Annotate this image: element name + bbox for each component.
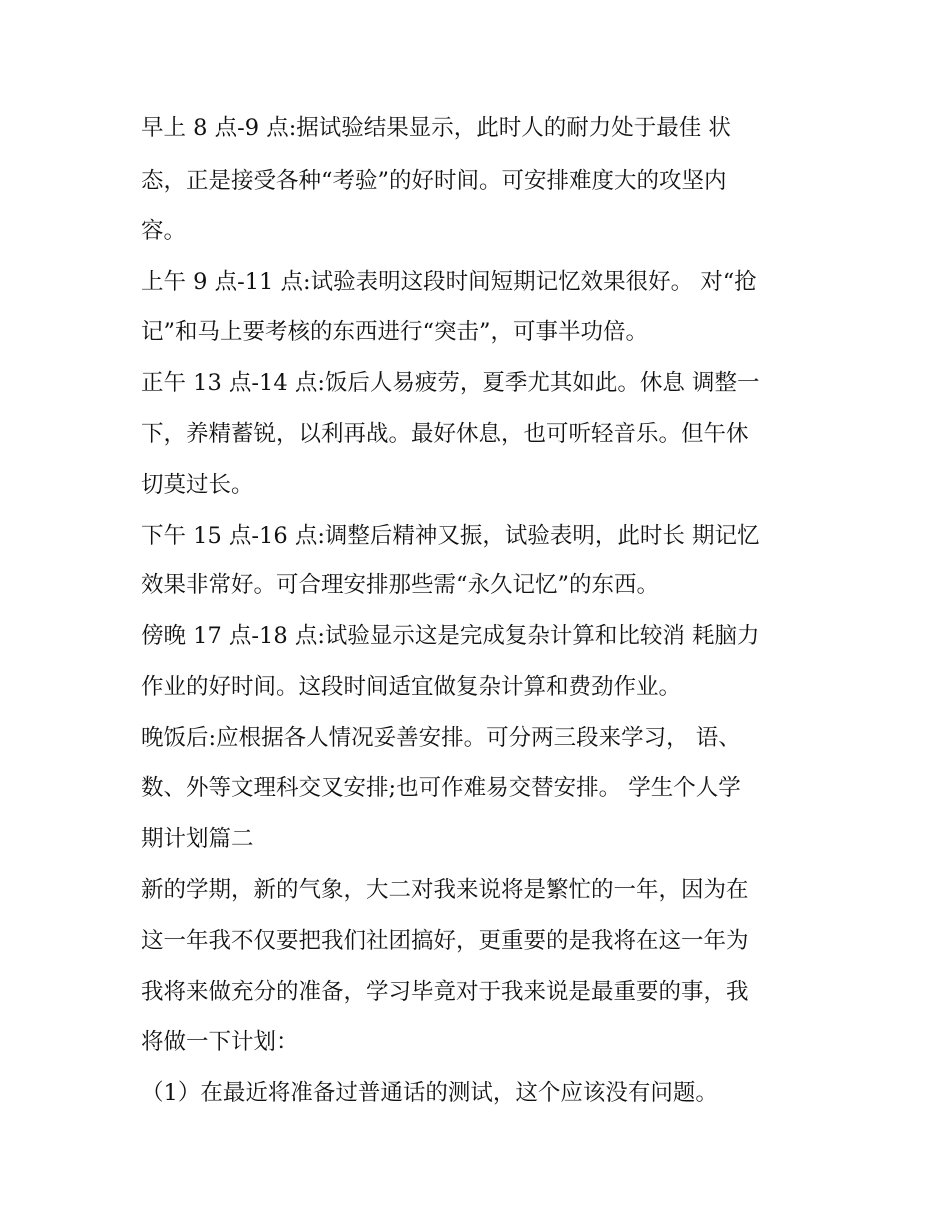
text-line: 记”和马上要考核的东西进行“突击”，可事半功倍。 [141,319,649,345]
text-line: 容。 [141,218,187,244]
text-line: 效果非常好。可合理安排那些需“永久记忆”的东西。 [141,572,660,598]
text-line: 将做一下计划： [141,1029,299,1055]
text-line: 傍晚 17 点-18 点:试验显示这是完成复杂计算和比较消 耗脑力 [141,623,760,649]
text-line: 这一年我不仅要把我们社团搞好，更重要的是我将在这一年为 [141,928,749,954]
text-line: 期计划篇二 [141,826,254,852]
text-line: 晚饭后:应根据各人情况妥善安排。可分两三段来学习， 语、 [141,725,741,751]
text-line: 态，正是接受各种“考验”的好时间。可安排难度大的攻坚内 [141,168,727,194]
text-line: （1）在最近将准备过普通话的测试，这个应该没有问题。 [141,1080,718,1106]
text-line: 切莫过长。 [141,472,254,498]
text-line: 早上 8 点-9 点:据试验结果显示，此时人的耐力处于最佳 状 [141,115,731,141]
text-line: 上午 9 点-11 点:试验表明这段时间短期记忆效果很好。 对“抢 [141,269,757,295]
text-line: 正午 13 点-14 点:饭后人易疲劳，夏季尤其如此。休息 调整一 [141,370,760,396]
text-line: 下午 15 点-16 点:调整后精神又振，试验表明，此时长 期记忆 [141,523,760,549]
text-line: 作业的好时间。这段时间适宜做复杂计算和费劲作业。 [141,674,682,700]
text-line: 新的学期，新的气象，大二对我来说将是繁忙的一年，因为在 [141,877,749,903]
text-line: 我将来做充分的准备，学习毕竟对于我来说是最重要的事，我 [141,979,749,1005]
text-line: 下，养精蓄锐，以利再战。最好休息，也可听轻音乐。但午休 [141,421,749,447]
text-line: 数、外等文理科交叉安排;也可作难易交替安排。 学生个人学 [141,775,741,801]
